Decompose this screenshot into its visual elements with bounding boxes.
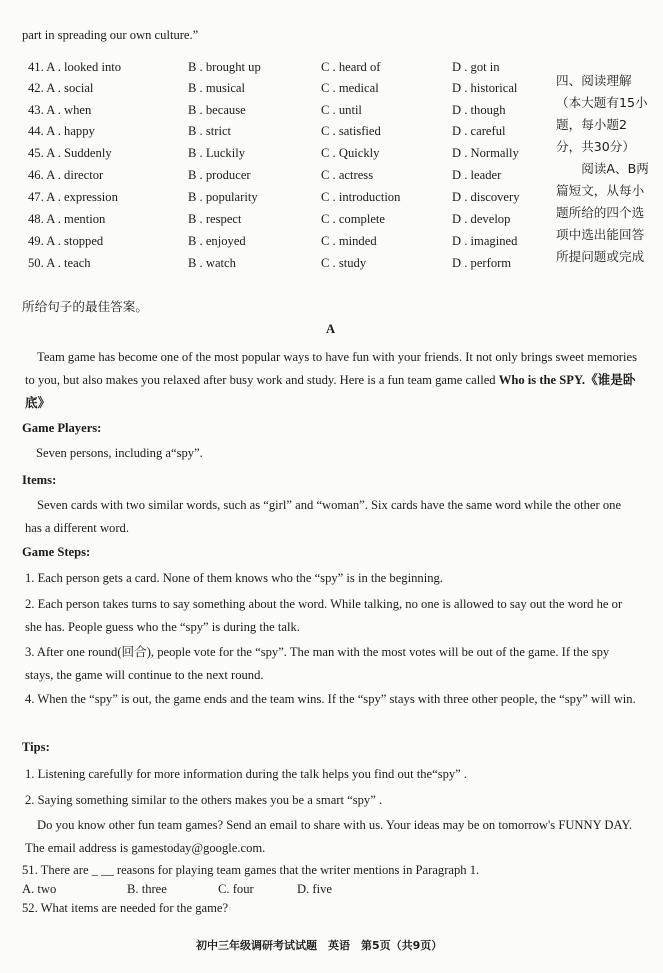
option-row [28,81,548,101]
option-row [28,190,548,210]
option-row [28,168,548,188]
tip-item: 1. Listening carefully for more information during the talk helps you find out the“spy” . [25,767,468,781]
option-b: B . brought up [188,60,261,74]
reading-section-instructions [556,70,652,268]
option-c: C . medical [321,81,379,95]
option-a: 45. A . Suddenly [28,146,112,160]
option-a: 50. A . teach [28,256,91,270]
choice-b: B. three [127,882,167,896]
option-a: 43. A . when [28,103,92,117]
step-item: 2. Each person takes turns to say something about the word. While talking, no one is allowed to say out the word he or she has. People guess who the “spy” is during the talk. [25,597,623,634]
option-b: B . strict [188,124,232,138]
option-row [28,60,548,80]
question-51-choices [22,882,422,900]
option-c: C . study [321,256,367,270]
question-51: 51. There are _ __ reasons for playing team games that the writer mentions in Paragraph 1. [22,863,480,877]
option-b: B . respect [188,212,242,226]
option-b: B . musical [188,81,246,95]
previous-passage-ending: part in spreading our own culture.” [22,28,199,42]
option-d: D . develop [452,212,511,226]
instructions-continued: 所给句子的最佳答案。 [22,299,148,314]
option-d: D . though [452,103,506,117]
game-name: Who is the SPY.《谁是卧底》 [25,373,636,410]
option-a: 48. A . mention [28,212,106,226]
option-c: C . heard of [321,60,381,74]
option-row [28,256,548,276]
option-row [28,103,548,123]
option-row [28,146,548,166]
option-a: 42. A . social [28,81,94,95]
players-heading: Game Players: [22,421,102,435]
option-a: 44. A . happy [28,124,95,138]
items-text: Seven cards with two similar words, such as “girl” and “woman”. Six cards have the same word while the other one has a different word. [25,498,622,535]
option-d: D . leader [452,168,502,182]
steps-heading: Game Steps: [22,545,91,559]
option-a: 41. A . looked into [28,60,122,74]
players-text: Seven persons, including a“spy”. [36,446,203,460]
choice-d: D. five [297,882,332,896]
option-row [28,124,548,144]
option-row [28,212,548,232]
option-c: C . satisfied [321,124,381,138]
option-c: C . Quickly [321,146,380,160]
option-a: 46. A . director [28,168,104,182]
passage-label: A [326,322,336,336]
option-d: D . perform [452,256,512,270]
option-c: C . introduction [321,190,401,204]
tip-item: 2. Saying something similar to the others makes you be a smart “spy” . [25,793,383,807]
choice-c: C. four [218,882,254,896]
step-item: 1. Each person gets a card. None of them knows who the “spy” is in the beginning. [25,571,443,585]
option-b: B . popularity [188,190,258,204]
option-d: D . careful [452,124,506,138]
option-a: 47. A . expression [28,190,118,204]
option-d: D . imagined [452,234,518,248]
option-d: D . historical [452,81,518,95]
step-item: 4. When the “spy” is out, the game ends and the team wins. If the “spy” stays with three other people, the “spy” will win. [25,692,636,706]
question-52: 52. What items are needed for the game? [22,901,229,915]
option-row [28,234,548,254]
option-c: C . until [321,103,362,117]
section-heading: 四、阅读理解（本大题有15小题，每小题2分，共30分） [556,73,648,154]
tips-heading: Tips: [22,740,50,754]
option-b: B . Luckily [188,146,246,160]
option-b: B . producer [188,168,251,182]
option-c: C . actress [321,168,374,182]
closing-paragraph: Do you know other fun team games? Send an email to share with us. Your ideas may be on tomorrow's FUNNY DAY. The email address is gamestoday@google.com. [25,818,633,855]
option-d: D . got in [452,60,500,74]
passage-intro [25,346,639,415]
option-c: C . complete [321,212,386,226]
option-b: B . watch [188,256,236,270]
step-item: 3. After one round(回合), people vote for the “spy”. The man with the most votes will be out of the game. If the spy stays, the game will continue to the next round. [25,645,610,682]
items-heading: Items: [22,473,57,487]
intro-text: Team game has become one of the most popular ways to have fun with your friends. It not only brings sweet memories to you, but also makes you relaxed after busy work and study. Here is a fun team game called [25,350,637,387]
section-instructions: 阅读A、B两篇短文，从每小题所给的四个选项中选出能回答所提问题或完成 [556,161,649,264]
option-b: B . enjoyed [188,234,246,248]
option-d: D . Normally [452,146,519,160]
option-b: B . because [188,103,246,117]
option-a: 49. A . stopped [28,234,104,248]
page-footer: 初中三年级调研考试试题 英语 第5页（共9页） [196,939,443,952]
choice-a: A. two [22,882,57,896]
option-d: D . discovery [452,190,520,204]
option-c: C . minded [321,234,377,248]
